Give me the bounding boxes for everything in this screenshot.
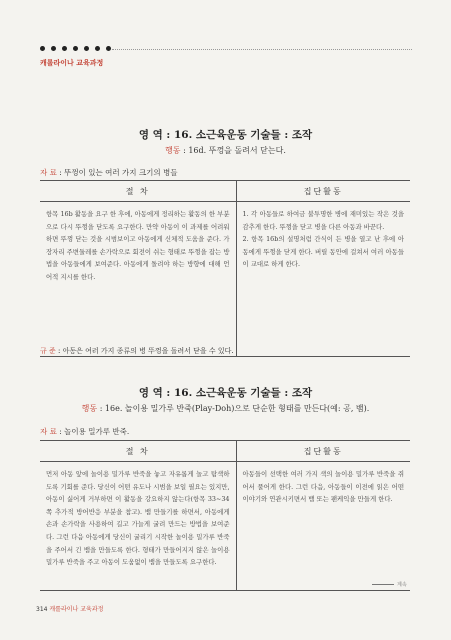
section-1-material xyxy=(40,167,178,178)
section-2-material xyxy=(40,426,129,437)
group-activity-header: 집단활동 xyxy=(236,441,410,462)
continue-marker xyxy=(372,581,407,588)
procedure-header: 절 차 xyxy=(40,181,236,202)
dot-icon xyxy=(62,46,67,51)
norm-label: 규 준 xyxy=(40,347,56,355)
material-text: : 놀이용 밀가루 반죽. xyxy=(59,427,130,436)
section-1-title: 영 역 : 16. 소근육운동 기술들 : 조작 xyxy=(138,129,313,141)
section-1-activity xyxy=(0,145,451,156)
header-divider xyxy=(112,49,412,50)
procedure-header: 절 차 xyxy=(40,441,236,462)
dot-icon xyxy=(73,46,78,51)
material-label: 자 료 xyxy=(40,427,57,436)
dot-icon xyxy=(51,46,56,51)
dot-icon xyxy=(106,46,111,51)
section-1-norm xyxy=(40,346,234,356)
activity-text: : 16d. 뚜껑을 돌려서 닫는다. xyxy=(183,146,286,155)
activity-label: 행동 xyxy=(81,404,98,413)
norm-text: : 아동은 여러 가지 종류의 병 뚜껑을 돌려서 닫을 수 있다. xyxy=(57,347,234,355)
group-activity-text: 아동들이 선택한 여러 가지 색의 놀이용 밀가루 반죽을 쥐어서 풀어게 한다. 그런 다음, 아동들이 이전에 읽은 어떤 이야기와 연관시키면서 뱀 또는 팬케익을 만들게 한다. xyxy=(236,462,410,591)
continue-label: 계속 xyxy=(397,582,407,588)
activity-label: 행동 xyxy=(165,146,181,155)
dot-icon xyxy=(84,46,89,51)
section-2-title: 영 역 : 16. 소근육운동 기술들 : 조작 xyxy=(138,387,313,399)
continue-line xyxy=(372,584,394,585)
material-label: 자 료 xyxy=(40,168,57,177)
material-text: : 뚜껑이 있는 여러 가지 크기의 병들 xyxy=(59,168,178,177)
group-activity-header: 집단활동 xyxy=(236,181,410,202)
procedure-text: 먼저 아동 앞에 놀이용 밀가루 반죽을 놓고 자유롭게 놀고 탐색하도록 기회를 준다. 당신이 어떤 유도나 시범을 보일 필요는 있지만, 아동이 싫어게 거부하면 이 활동을 강요하지 않는다(항목 33~34쪽 추가적 방어반응 부분을 참고). 뱀 만들기를 하면서, 아동에게 손과 손가락을 사용하여 길고 가늘게 굴려 만드는 방법을 보여준다. 그런 다음 아동에게 당신이 굴리기 시작한 놀이용 밀가루 반죽을 주어서 긴 뱀을 만들도록 한다. 형태가 만들어지지 않은 놀이용 밀가루 반죽을 주고 아동이 도움없이 뱀을 만들도록 요구한다. xyxy=(40,462,236,591)
header-dots-decoration xyxy=(40,46,111,51)
dot-icon xyxy=(95,46,100,51)
section-2-activity xyxy=(0,403,451,414)
group-activity-text: 1. 각 아동들로 하여금 불투명한 병에 재미있는 작은 것을 감추게 한다. 뚜껑을 닫고 병을 다른 아동과 바꾼다. 2. 항목 16b의 설명처럼 간식이 든 병을 열고 난 후에 아동에게 뚜껑을 닫게 한다. 버릴 동안에 걸쳐서 여러 아동들이 교대로 하게 한다. xyxy=(236,202,410,357)
dot-icon xyxy=(40,46,45,51)
section-1-activity-table xyxy=(40,180,410,357)
activity-text: : 16e. 놀이용 밀가루 반죽(Play-Doh)으로 단순한 형태를 만든다(예: 공, 뱀). xyxy=(99,404,370,413)
page-number: 314 xyxy=(36,606,48,613)
page-footer xyxy=(36,604,103,613)
series-title: 캐롤라이나 교육과정 xyxy=(40,59,104,67)
footer-series: 캐롤라이나 교육과정 xyxy=(49,606,104,613)
procedure-text: 항목 16b 활동을 요구 한 후에, 아동에게 정리하는 활동의 한 부분으로 다시 뚜껑을 닫도록 요구한다. 만약 아동이 이 과제를 어려워하면 뚜껑 닫는 것을 시범보이고 아동에게 신체적 도움을 준다. 가장자리 주변둘레를 손가락으로 회전이 쉬는 형태로 뚜껑을 잡는 방법을 아동들에게 보여준다. 아동에게 돌려야 하는 방향에 대해 언어적 지시를 한다. xyxy=(40,202,236,357)
section-2-activity-table xyxy=(40,440,410,591)
